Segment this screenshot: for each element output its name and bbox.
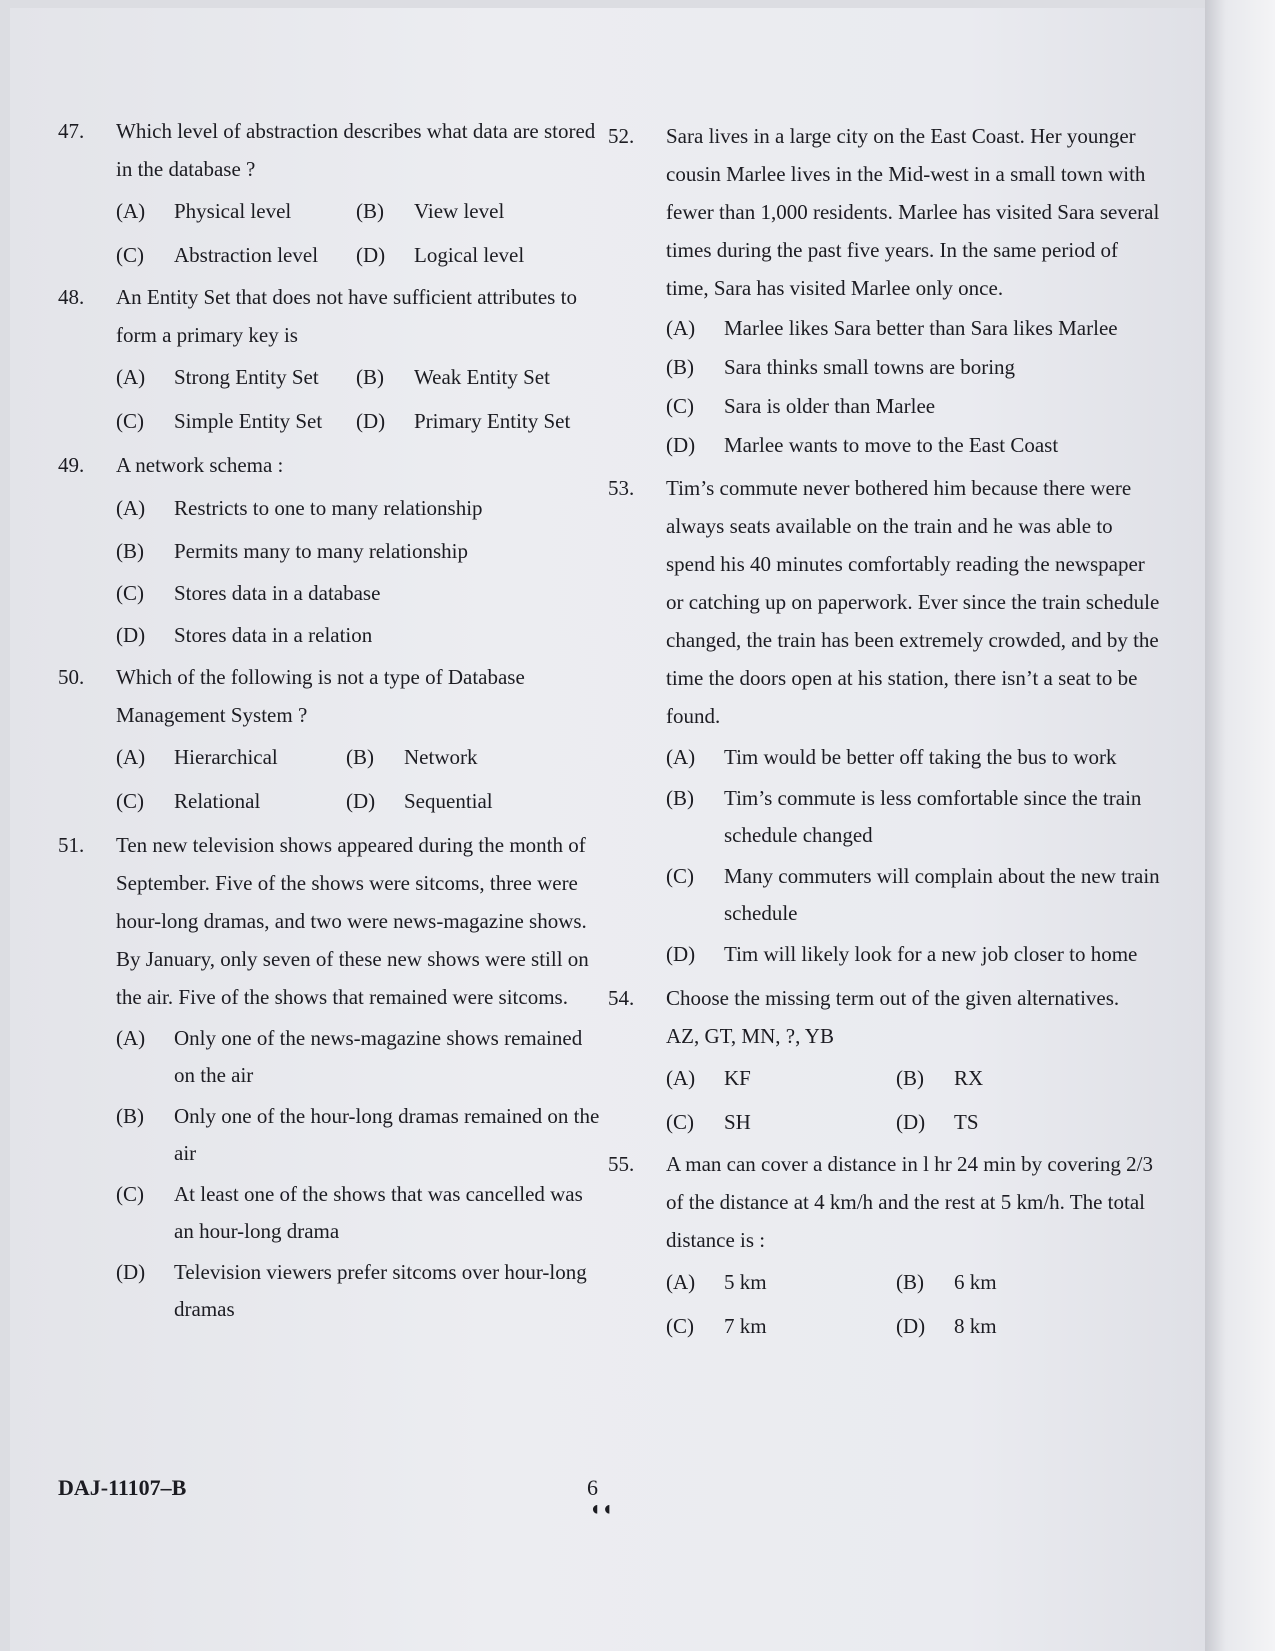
option-d: (D) Sequential <box>346 789 493 813</box>
option-d: (D) Tim will likely look for a new job closer to home <box>666 942 1138 966</box>
question-49 <box>58 444 603 656</box>
option-a: (A) Marlee likes Sara better than Sara likes Marlee <box>666 316 1118 340</box>
option-c: (C) SH <box>666 1110 751 1134</box>
question-number: 48. <box>58 285 85 309</box>
question-number: 50. <box>58 665 85 689</box>
option-b: (B) Weak Entity Set <box>356 365 550 389</box>
question-53 <box>608 469 1163 973</box>
question-number: 52. <box>608 124 635 148</box>
question-text: Choose the missing term out of the given alternatives. <box>666 986 1120 1010</box>
page-mark: ◖◖ <box>589 1498 614 1520</box>
question-number: 53. <box>608 476 635 500</box>
question-number: 51. <box>58 833 85 857</box>
option-c: (C) Abstraction level <box>116 243 319 267</box>
option-b: (B) RX <box>896 1066 984 1090</box>
option-a: (A) 5 km <box>666 1270 767 1294</box>
option-c: (C) Many commuters will complain about the new train schedule <box>666 864 1160 925</box>
paper-code: DAJ-11107–B <box>58 1475 187 1500</box>
option-a: (A) Tim would be better off taking the bus to work <box>666 745 1117 769</box>
question-47 <box>58 112 603 276</box>
question-number: 55. <box>608 1152 635 1176</box>
question-number: 49. <box>58 453 85 477</box>
question-text: An Entity Set that does not have sufficient attributes to form a primary key is <box>116 285 577 347</box>
option-b: (B) 6 km <box>896 1270 997 1294</box>
option-a: (A) Restricts to one to many relationship <box>116 496 483 520</box>
option-d: (D) TS <box>896 1110 979 1134</box>
option-d: (D) Television viewers prefer sitcoms over hour-long dramas <box>116 1260 587 1321</box>
option-b: (B) Permits many to many relationship <box>116 539 468 563</box>
option-c: (C) Simple Entity Set <box>116 409 323 433</box>
option-b: (B) Tim’s commute is less comfortable since the train schedule changed <box>666 786 1142 847</box>
option-c: (C) At least one of the shows that was cancelled was an hour-long drama <box>116 1182 583 1243</box>
question-text: Which of the following is not a type of Database Management System ? <box>116 665 525 727</box>
option-d: (D) Logical level <box>356 243 525 267</box>
sequence: AZ, GT, MN, ?, YB <box>666 1024 834 1048</box>
question-51 <box>58 826 603 1328</box>
page-number: 6 <box>587 1475 598 1500</box>
question-55 <box>608 1145 1163 1347</box>
option-a: (A) KF <box>666 1066 751 1090</box>
option-b: (B) Sara thinks small towns are boring <box>666 355 1016 379</box>
option-a: (A) Only one of the news-magazine shows remained on the air <box>116 1026 583 1087</box>
option-a: (A) Strong Entity Set <box>116 365 319 389</box>
question-text: Sara lives in a large city on the East Coast. Her younger cousin Marlee lives in the Mid-west in a small town with fewer than 1,000 residents. Marlee has visited Sara several times during the past five years. In the same period of time, Sara has visited Marlee only once. <box>666 124 1160 300</box>
question-54 <box>608 979 1163 1143</box>
option-b: (B) Network <box>346 745 478 769</box>
left-column <box>58 112 603 1328</box>
option-b: (B) View level <box>356 199 505 223</box>
question-text: Ten new television shows appeared during the month of September. Five of the shows were sitcoms, three were hour-long dramas, and two were news-magazine shows. By January, only seven of these new shows were still on the air. Five of the shows that remained were sitcoms. <box>116 833 589 1009</box>
question-text: Which level of abstraction describes what data are stored in the database ? <box>116 119 596 181</box>
question-number: 47. <box>58 119 85 143</box>
scan-edge <box>1205 0 1275 1651</box>
option-c: (C) Stores data in a database <box>116 581 381 605</box>
question-52 <box>608 117 1163 465</box>
question-50 <box>58 658 603 822</box>
option-d: (D) 8 km <box>896 1314 997 1338</box>
question-48 <box>58 278 603 442</box>
option-d: (D) Primary Entity Set <box>356 409 571 433</box>
question-text: A man can cover a distance in l hr 24 min by covering 2/3 of the distance at 4 km/h and the rest at 5 km/h. The total distance is : <box>666 1152 1153 1252</box>
option-c: (C) 7 km <box>666 1314 767 1338</box>
option-c: (C) Sara is older than Marlee <box>666 394 936 418</box>
option-a: (A) Hierarchical <box>116 745 278 769</box>
right-column <box>608 117 1163 1347</box>
question-text: Tim’s commute never bothered him because there were always seats available on the train and he was able to spend his 40 minutes comfortably reading the newspaper or catching up on paperwork. Ever since the train schedule changed, the train has been extremely crowded, and by the time the doors open at his station, there isn’t a seat to be found. <box>666 476 1160 728</box>
option-b: (B) Only one of the hour-long dramas remained on the air <box>116 1104 600 1165</box>
option-d: (D) Marlee wants to move to the East Coast <box>666 433 1059 457</box>
option-c: (C) Relational <box>116 789 261 813</box>
question-number: 54. <box>608 986 635 1010</box>
option-a: (A) Physical level <box>116 199 292 223</box>
option-d: (D) Stores data in a relation <box>116 623 373 647</box>
question-text: A network schema : <box>116 453 284 477</box>
